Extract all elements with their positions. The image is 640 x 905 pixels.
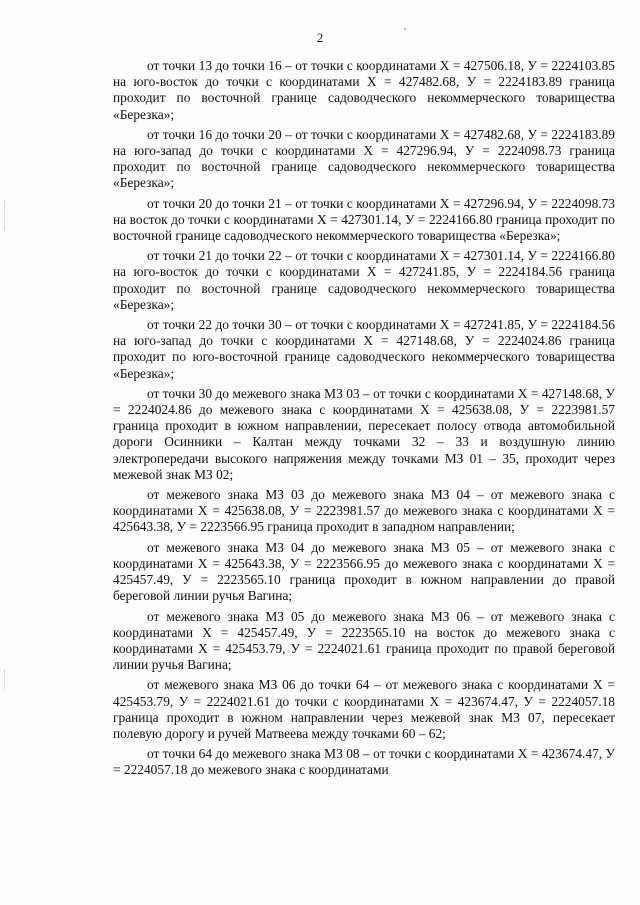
paragraph-8: от межевого знака МЗ 04 до межевого знака МЗ 05 – от межевого знака с координатами Х = 425643.38, У = 2223566.95 до межевого знака с координатами Х = 425457.49, У = 2223565.10 граница проходит в южном направлении до правой береговой линии ручья Вагина; <box>113 539 615 604</box>
paragraph-11: от точки 64 до межевого знака МЗ 08 – от точки с координатами Х = 423674.47, У = 2224057.18 до межевого знака с координатами <box>113 746 615 778</box>
document-body <box>113 58 615 779</box>
paragraph-2: от точки 16 до точки 20 – от точки с координатами Х = 427482.68, У = 2224183.89 на юго-запад до точки с координатами Х = 427296.94, У = 2224098.73 граница проходит по восточной границе садоводческого некоммерческого товарищества «Березка»; <box>113 126 615 191</box>
page-number: 2 <box>316 30 324 45</box>
paragraph-3: от точки 20 до точки 21 – от точки с координатами Х = 427296.94, У = 2224098.73 на восток до точки с координатами Х = 427301.14, У = 2224166.80 граница проходит по восточной границе садоводческого некоммерческого товарищества «Березка»; <box>113 195 615 244</box>
paragraph-9: от межевого знака МЗ 05 до межевого знака МЗ 06 – от межевого знака с координатами Х = 425457.49, У = 2223565.10 на восток до межевого знака с координатами Х = 425453.79, У = 2224021.61 граница проходит по правой береговой линии ручья Вагина; <box>113 608 615 673</box>
paragraph-4: от точки 21 до точки 22 – от точки с координатами Х = 427301.14, У = 2224166.80 на юго-восток до точки с координатами Х = 427241.85, У = 2224184.56 граница проходит по восточной границе садоводческого некоммерческого товарищества «Березка»; <box>113 248 615 312</box>
paragraph-10: от межевого знака МЗ 06 до точки 64 – от межевого знака с координатами Х = 425453.79, У = 2224021.61 до точки с координатами Х = 423674.47, У = 2224057.18 граница проходит в южном направлении через межевой знак МЗ 07, пересекает полевую дорогу и ручей Матвеева между точками 60 – 62; <box>113 677 615 741</box>
paragraph-6: от точки 30 до межевого знака МЗ 03 – от точки с координатами Х = 427148.68, У = 2224024.86 до межевого знака с координатами Х = 425638.08, У = 2223981.57 граница проходит в южном направлении, пересекает полосу отвода автомобильной дороги Осинники – Калтан между точками 32 – 33 и воздушную линию электропередачи высокого напряжения между точками МЗ 01 – 35, проходит через межевой знак МЗ 02; <box>113 385 615 482</box>
paragraph-5: от точки 22 до точки 30 – от точки с координатами Х = 427241.85, У = 2224184.56 на юго-запад до точки с координатами Х = 427148.68, У = 2224024.86 граница проходит по юго-восточной границе садоводческого некоммерческого товарищества «Березка»; <box>113 317 615 381</box>
binding-margin-marks <box>4 200 7 230</box>
binding-margin-marks-lower <box>4 670 7 690</box>
paragraph-1: от точки 13 до точки 16 – от точки с координатами Х = 427506.18, У = 2224103.85 на юго-восток до точки с координатами Х = 427482.68, У = 2224183.89 граница проходит по восточной границе садоводческого некоммерческого товарищества «Березка»; <box>113 58 615 122</box>
paragraph-7: от межевого знака МЗ 03 до межевого знака МЗ 04 – от межевого знака с координатами Х = 425638.08, У = 2223981.57 до межевого знака с координатами Х = 425643.38, У = 2223566.95 граница проходит в западном направлении; <box>113 487 615 535</box>
